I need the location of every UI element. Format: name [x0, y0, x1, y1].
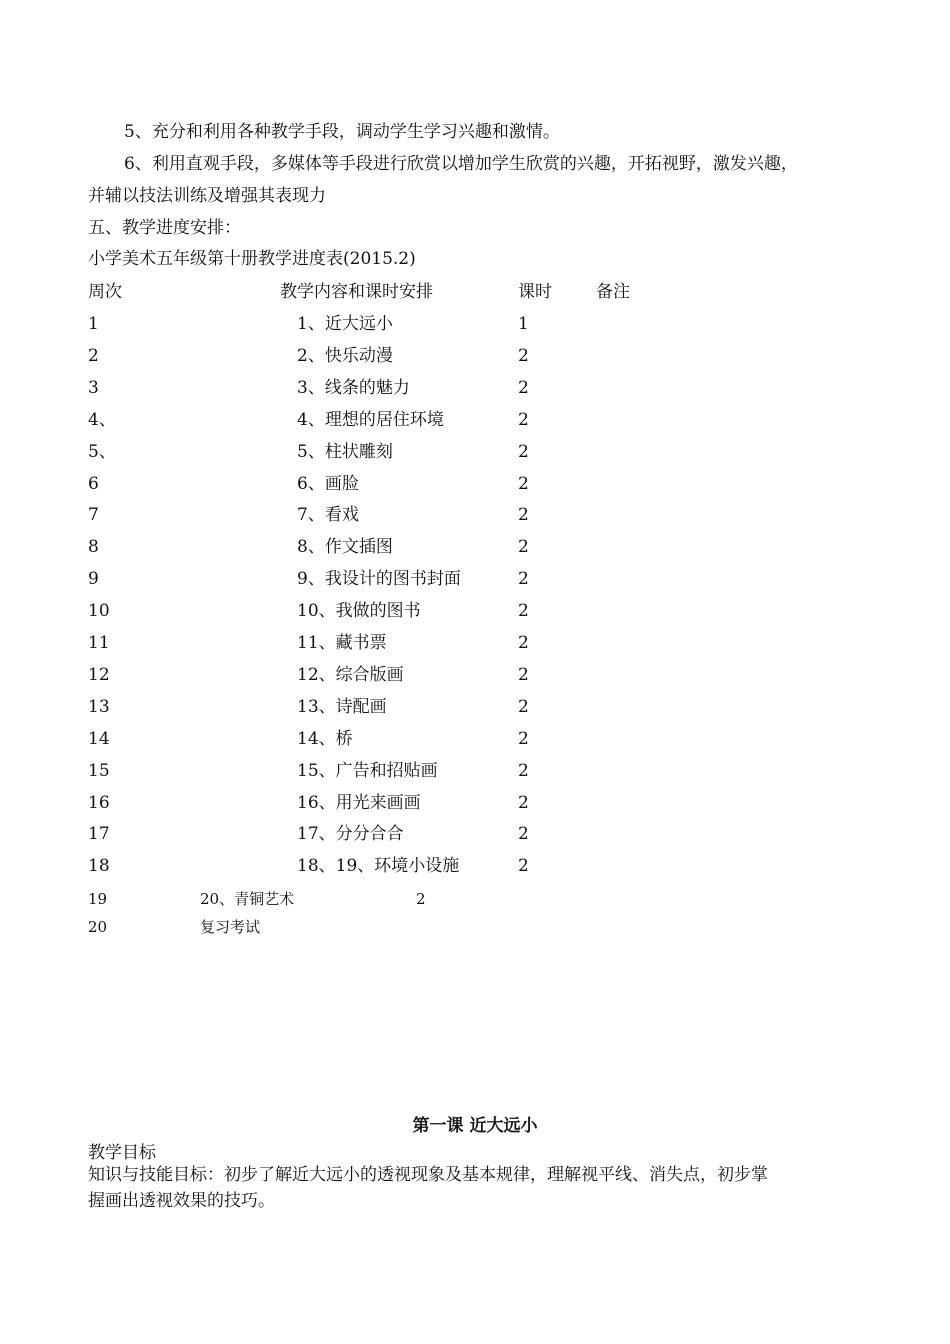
- table-row: [0, 345, 950, 367]
- cell-week: 1: [88, 314, 99, 334]
- cell-hours: 1: [518, 314, 529, 334]
- paragraph-item-6-line-1: 6、利用直观手段，多媒体等手段进行欣赏以增加学生欣赏的兴趣，开拓视野，激发兴趣，: [124, 154, 798, 174]
- cell-week: 8: [88, 537, 99, 557]
- cell-content: 8、作文插图: [297, 537, 393, 557]
- cell-week: 2: [88, 346, 99, 366]
- cell-hours: 2: [518, 633, 529, 653]
- cell-hours: 2: [518, 793, 529, 813]
- cell-content: 13、诗配画: [297, 697, 387, 717]
- cell-week: 19: [88, 890, 108, 908]
- paragraph-item-6-line-2: 并辅以技法训练及增强其表现力: [88, 186, 326, 206]
- table-row: [0, 313, 950, 335]
- cell-week: 4、: [88, 410, 116, 430]
- cell-hours: 2: [518, 729, 529, 749]
- cell-week: 17: [88, 824, 110, 844]
- cell-hours: 2: [518, 505, 529, 525]
- goal-line-1: 知识与技能目标：初步了解近大远小的透视现象及基本规律，理解视平线、消失点，初步掌: [88, 1165, 768, 1185]
- section-5-heading: 五、教学进度安排：: [88, 218, 241, 238]
- cell-week: 16: [88, 793, 110, 813]
- cell-content: 18、19、环境小设施: [297, 856, 460, 876]
- column-header-content: 教学内容和课时安排: [280, 282, 433, 302]
- cell-content: 20、青铜艺术: [200, 890, 295, 908]
- table-row: [0, 792, 950, 814]
- cell-content: 2、快乐动漫: [297, 346, 393, 366]
- goals-heading: 教学目标: [88, 1143, 156, 1163]
- cell-week: 12: [88, 665, 110, 685]
- table-row: [0, 632, 950, 654]
- cell-content: 3、线条的魅力: [297, 378, 410, 398]
- cell-hours: 2: [518, 824, 529, 844]
- cell-content: 4、理想的居住环境: [297, 410, 444, 430]
- cell-content: 15、广告和招贴画: [297, 761, 438, 781]
- table-row: [0, 916, 950, 938]
- cell-content: 17、分分合合: [297, 824, 404, 844]
- table-row: [0, 760, 950, 782]
- column-header-remark: 备注: [596, 282, 630, 302]
- cell-hours: 2: [518, 601, 529, 621]
- cell-hours: 2: [518, 856, 529, 876]
- cell-hours: 2: [518, 697, 529, 717]
- table-row: [0, 855, 950, 877]
- cell-content: 复习考试: [200, 918, 261, 936]
- table-row: [0, 504, 950, 526]
- cell-week: 13: [88, 697, 110, 717]
- cell-hours: 2: [518, 410, 529, 430]
- cell-week: 20: [88, 918, 108, 936]
- cell-hours: 2: [518, 474, 529, 494]
- table-row: [0, 823, 950, 845]
- column-header-week: 周次: [88, 282, 122, 302]
- table-row: [0, 600, 950, 622]
- paragraph-item-5: 5、充分和利用各种教学手段，调动学生学习兴趣和激情。: [124, 122, 560, 142]
- table-row: [0, 473, 950, 495]
- cell-week: 18: [88, 856, 110, 876]
- table-row: [0, 696, 950, 718]
- cell-week: 11: [88, 633, 110, 653]
- cell-content: 6、画脸: [297, 474, 359, 494]
- cell-week: 14: [88, 729, 110, 749]
- cell-content: 14、桥: [297, 729, 353, 749]
- cell-hours: 2: [518, 346, 529, 366]
- cell-hours: 2: [518, 761, 529, 781]
- lesson-title: 第一课 近大远小: [412, 1116, 538, 1136]
- cell-hours: 2: [518, 665, 529, 685]
- cell-hours: 2: [416, 890, 426, 908]
- cell-week: 7: [88, 505, 99, 525]
- cell-content: 9、我设计的图书封面: [297, 569, 461, 589]
- table-row: [0, 728, 950, 750]
- cell-hours: 2: [518, 537, 529, 557]
- cell-week: 6: [88, 474, 99, 494]
- table-row: [0, 441, 950, 463]
- cell-hours: 2: [518, 569, 529, 589]
- cell-content: 5、柱状雕刻: [297, 442, 393, 462]
- cell-hours: 2: [518, 378, 529, 398]
- cell-content: 11、藏书票: [297, 633, 387, 653]
- table-row: [0, 536, 950, 558]
- cell-content: 16、用光来画画: [297, 793, 421, 813]
- cell-week: 15: [88, 761, 110, 781]
- cell-week: 10: [88, 601, 110, 621]
- table-row: [0, 568, 950, 590]
- goal-line-2: 握画出透视效果的技巧。: [88, 1191, 275, 1211]
- table-row: [0, 664, 950, 686]
- table-row: [0, 377, 950, 399]
- cell-content: 12、综合版画: [297, 665, 404, 685]
- column-header-hours: 课时: [518, 282, 552, 302]
- cell-week: 9: [88, 569, 99, 589]
- cell-content: 1、近大远小: [297, 314, 393, 334]
- cell-week: 5、: [88, 442, 116, 462]
- cell-week: 3: [88, 378, 99, 398]
- cell-content: 7、看戏: [297, 505, 359, 525]
- cell-hours: 2: [518, 442, 529, 462]
- cell-content: 10、我做的图书: [297, 601, 421, 621]
- table-row: [0, 888, 950, 910]
- table-row: [0, 409, 950, 431]
- schedule-title: 小学美术五年级第十册教学进度表(2015.2): [88, 249, 416, 269]
